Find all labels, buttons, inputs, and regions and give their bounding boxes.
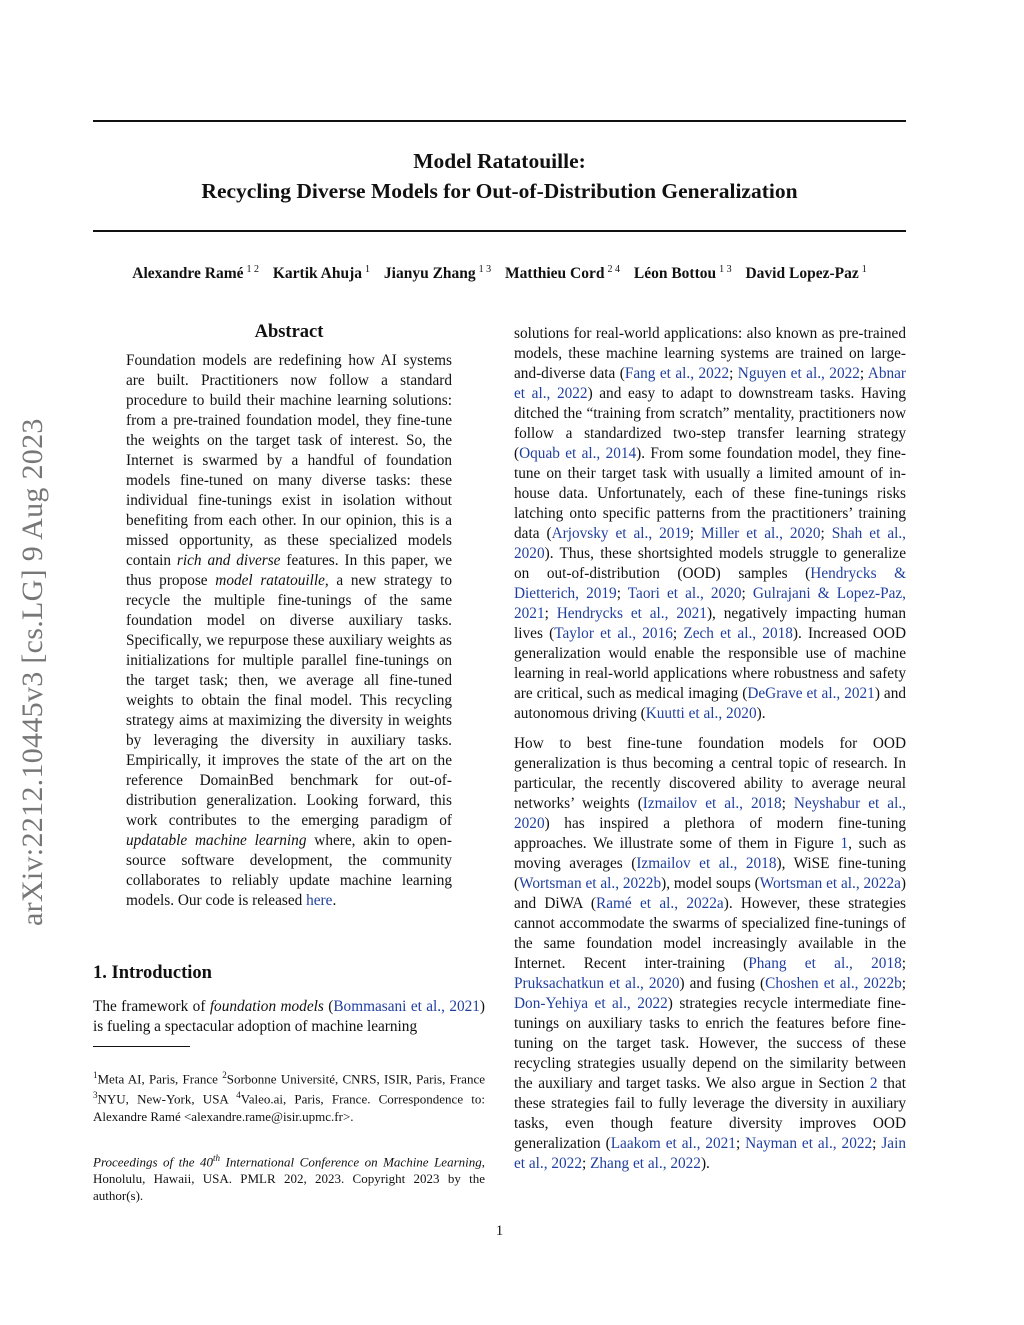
citation-link[interactable]: Hendrycks & Dietterich, 2019 <box>514 565 906 602</box>
author: Alexandre Ramé $^{1 2}$ <box>132 264 259 283</box>
abstract-text: Foundation models are redefining how AI systems are built. Practitioners now follow a standard procedure to build their machine learning solutions: from a pre-trained foundation model, they fine-tune the weights on the target task of interest. So, the Internet is swarmed by a handful of foundation models fine-tuned on many diverse tasks: these individual fine-tunings exist in isolation without benefiting from each other. In our opinion, this is a missed opportunity, as these specialized models contain rich and diverse features. In this paper, we thus propose model ratatouille, a new strategy to recycle the multiple fine-tunings of the same foundation model on diverse auxiliary tasks. Specifically, we repurpose these auxiliary weights as initializations for multiple parallel fine-tunings on the target task; then, we average all fine-tuned weights to obtain the final model. This recycling strategy aims at maximizing the diversity in weights by leveraging the diversity in auxiliary tasks. Empirically, it improves the state of the art on the reference DomainBed benchmark for out-of-distribution generalization. Looking forward, this work contributes to the emerging paradigm of updatable machine learning where, akin to open-source software development, the community collaborates to reliably update machine learning models. Our code is released here. <box>126 352 452 909</box>
citation-link[interactable]: Phang et al., 2018 <box>748 955 902 972</box>
author-list <box>93 264 906 283</box>
citation-link[interactable]: Jain et al., 2022 <box>514 1135 907 1172</box>
bottom-title-rule <box>93 230 906 232</box>
citation-link[interactable]: Zech et al., 2018 <box>683 625 793 642</box>
title-line-2: Recycling Diverse Models for Out-of-Distribution Generalization <box>201 179 798 203</box>
citation-link[interactable]: Zhang et al., 2022 <box>590 1155 701 1172</box>
footnote-rule <box>93 1046 190 1047</box>
citation-link[interactable]: Izmailov et al., 2018 <box>642 795 782 812</box>
citation-link[interactable]: Wortsman et al., 2022b <box>519 875 662 892</box>
citation-link[interactable]: Wortsman et al., 2022a <box>759 875 901 892</box>
citation-link[interactable]: Laakom et al., 2021 <box>610 1135 736 1152</box>
citation-link[interactable]: Nguyen et al., 2022 <box>737 365 860 382</box>
citation-link[interactable]: Oquab et al., 2014 <box>519 445 637 462</box>
proceedings-footnote: Proceedings of the 40th International Conference on Machine Learning, Honolulu, Hawaii, USA. PMLR 202, 2023. Copyright 2023 by the author(s). <box>93 1153 485 1204</box>
intro-paragraph: The framework of foundation models (Bommasani et al., 2021) is fueling a spectacular adoption of machine learning <box>93 998 486 1035</box>
citation-link[interactable]: Don-Yehiya et al., 2022 <box>514 995 668 1012</box>
figure-ref-link[interactable]: 1 <box>840 835 849 852</box>
right-column <box>514 324 906 1174</box>
author: David Lopez-Paz $^1$ <box>745 264 867 283</box>
author: Léon Bottou $^{1 3}$ <box>633 264 732 283</box>
citation-link[interactable]: Hendrycks et al., 2021 <box>556 605 707 622</box>
section-heading-introduction: 1. Introduction <box>93 963 212 983</box>
citation-link[interactable]: Ramé et al., 2022a <box>596 895 724 912</box>
code-link[interactable]: here <box>306 892 333 909</box>
citation-link[interactable]: Izmailov et al., 2018 <box>636 855 777 872</box>
arxiv-sidebar-stamp: arXiv:2212.10445v3 [cs.LG] 9 Aug 2023 <box>16 418 49 926</box>
affiliations-footnote: $^1$Meta AI, Paris, France $^2$Sorbonne Université, CNRS, ISIR, Paris, France $^3$NYU, New-York, USA $^4$Valeo.ai, Paris, France. Correspondence to: Alexandre Ramé <alexandre.rame@isir.upmc.fr>. <box>93 1070 485 1124</box>
author: Matthieu Cord $^{2 4}$ <box>505 264 620 283</box>
citation-link[interactable]: Miller et al., 2020 <box>701 525 821 542</box>
citation-link[interactable]: Choshen et al., 2022b <box>765 975 902 992</box>
citation-link[interactable]: Neyshabur et al., 2020 <box>514 795 906 832</box>
right-paragraph-2: How to best fine-tune foundation models for OOD generalization is thus becoming a central topic of research. In particular, the recently discovered ability to average neural networks’ weights (Izmailov et al., 2018; Neyshabur et al., 2020) has inspired a plethora of modern fine-tuning approaches. We illustrate some of them in Figure 1, such as moving averages (Izmailov et al., 2018), WiSE fine-tuning (Wortsman et al., 2022b), model soups (Wortsman et al., 2022a) and DiWA (Ramé et al., 2022a). However, these strategies cannot accommodate the swarms of specialized fine-tunings of the same foundation model increasingly available in the Internet. Recent inter-training (Phang et al., 2018; Pruksachatkun et al., 2020) and fusing (Choshen et al., 2022b; Don-Yehiya et al., 2022) strategies recycle intermediate fine-tunings on auxiliary tasks to enrich the features before fine-tuning on the target task. However, the success of these recycling strategies usually depend on the similarity between the auxiliary and target tasks. We also argue in Section 2 that these strategies fail to fully leverage the diversity in auxiliary tasks, even though feature diversity improves OOD generalization (Laakom et al., 2021; Nayman et al., 2022; Jain et al., 2022; Zhang et al., 2022). <box>514 735 907 1172</box>
citation-link[interactable]: Taori et al., 2020 <box>627 585 742 602</box>
page-number: 1 <box>495 1223 504 1239</box>
abstract-heading: Abstract <box>254 322 324 342</box>
author: Jianyu Zhang $^{1 3}$ <box>383 264 492 283</box>
citation-link[interactable]: Shah et al., 2020 <box>514 525 907 562</box>
citation-link[interactable]: Pruksachatkun et al., 2020 <box>514 975 680 992</box>
author: Kartik Ahuja $^1$ <box>272 264 371 283</box>
citation-link[interactable]: Abnar et al., 2022 <box>514 365 906 402</box>
citation-link[interactable]: Taylor et al., 2016 <box>554 625 673 642</box>
citation-link[interactable]: Arjovsky et al., 2019 <box>551 525 690 542</box>
citation-link[interactable]: DeGrave et al., 2021 <box>747 685 875 702</box>
citation-link[interactable]: Fang et al., 2022 <box>624 365 730 382</box>
section-ref-link[interactable]: 2 <box>869 1075 878 1092</box>
right-paragraph-1: solutions for real-world applications: also known as pre-trained models, these machine learning systems are trained on large-and-diverse data (Fang et al., 2022; Nguyen et al., 2022; Abnar et al., 2022) and easy to adapt to downstream tasks. Having ditched the “training from scratch” mentality, practitioners now follow a standardized two-step transfer learning strategy (Oquab et al., 2014). From some foundation model, they fine-tune on their target task with usually a limited amount of in-house data. Unfortunately, each of these fine-tunings risks latching onto specific patterns from the practitioners’ training data (Arjovsky et al., 2019; Miller et al., 2020; Shah et al., 2020). Thus, these shortsighted models struggle to generalize on out-of-distribution (OOD) samples (Hendrycks & Dietterich, 2019; Taori et al., 2020; Gulrajani & Lopez-Paz, 2021; Hendrycks et al., 2021), negatively impacting human lives (Taylor et al., 2016; Zech et al., 2018). Increased OOD generalization would enable the responsible use of machine learning in real-world applications where robustness and safety are critical, such as medical imaging (DeGrave et al., 2021) and autonomous driving (Kuutti et al., 2020). <box>514 325 907 722</box>
top-rule <box>93 120 906 122</box>
citation-link[interactable]: Kuutti et al., 2020 <box>645 705 757 722</box>
paper-title <box>93 146 906 206</box>
citation-link[interactable]: Gulrajani & Lopez-Paz, 2021 <box>514 585 906 622</box>
citation-link[interactable]: Bommasani et al., 2021 <box>333 998 480 1015</box>
title-line-1: Model Ratatouille: <box>413 149 586 173</box>
citation-link[interactable]: Nayman et al., 2022 <box>745 1135 873 1152</box>
